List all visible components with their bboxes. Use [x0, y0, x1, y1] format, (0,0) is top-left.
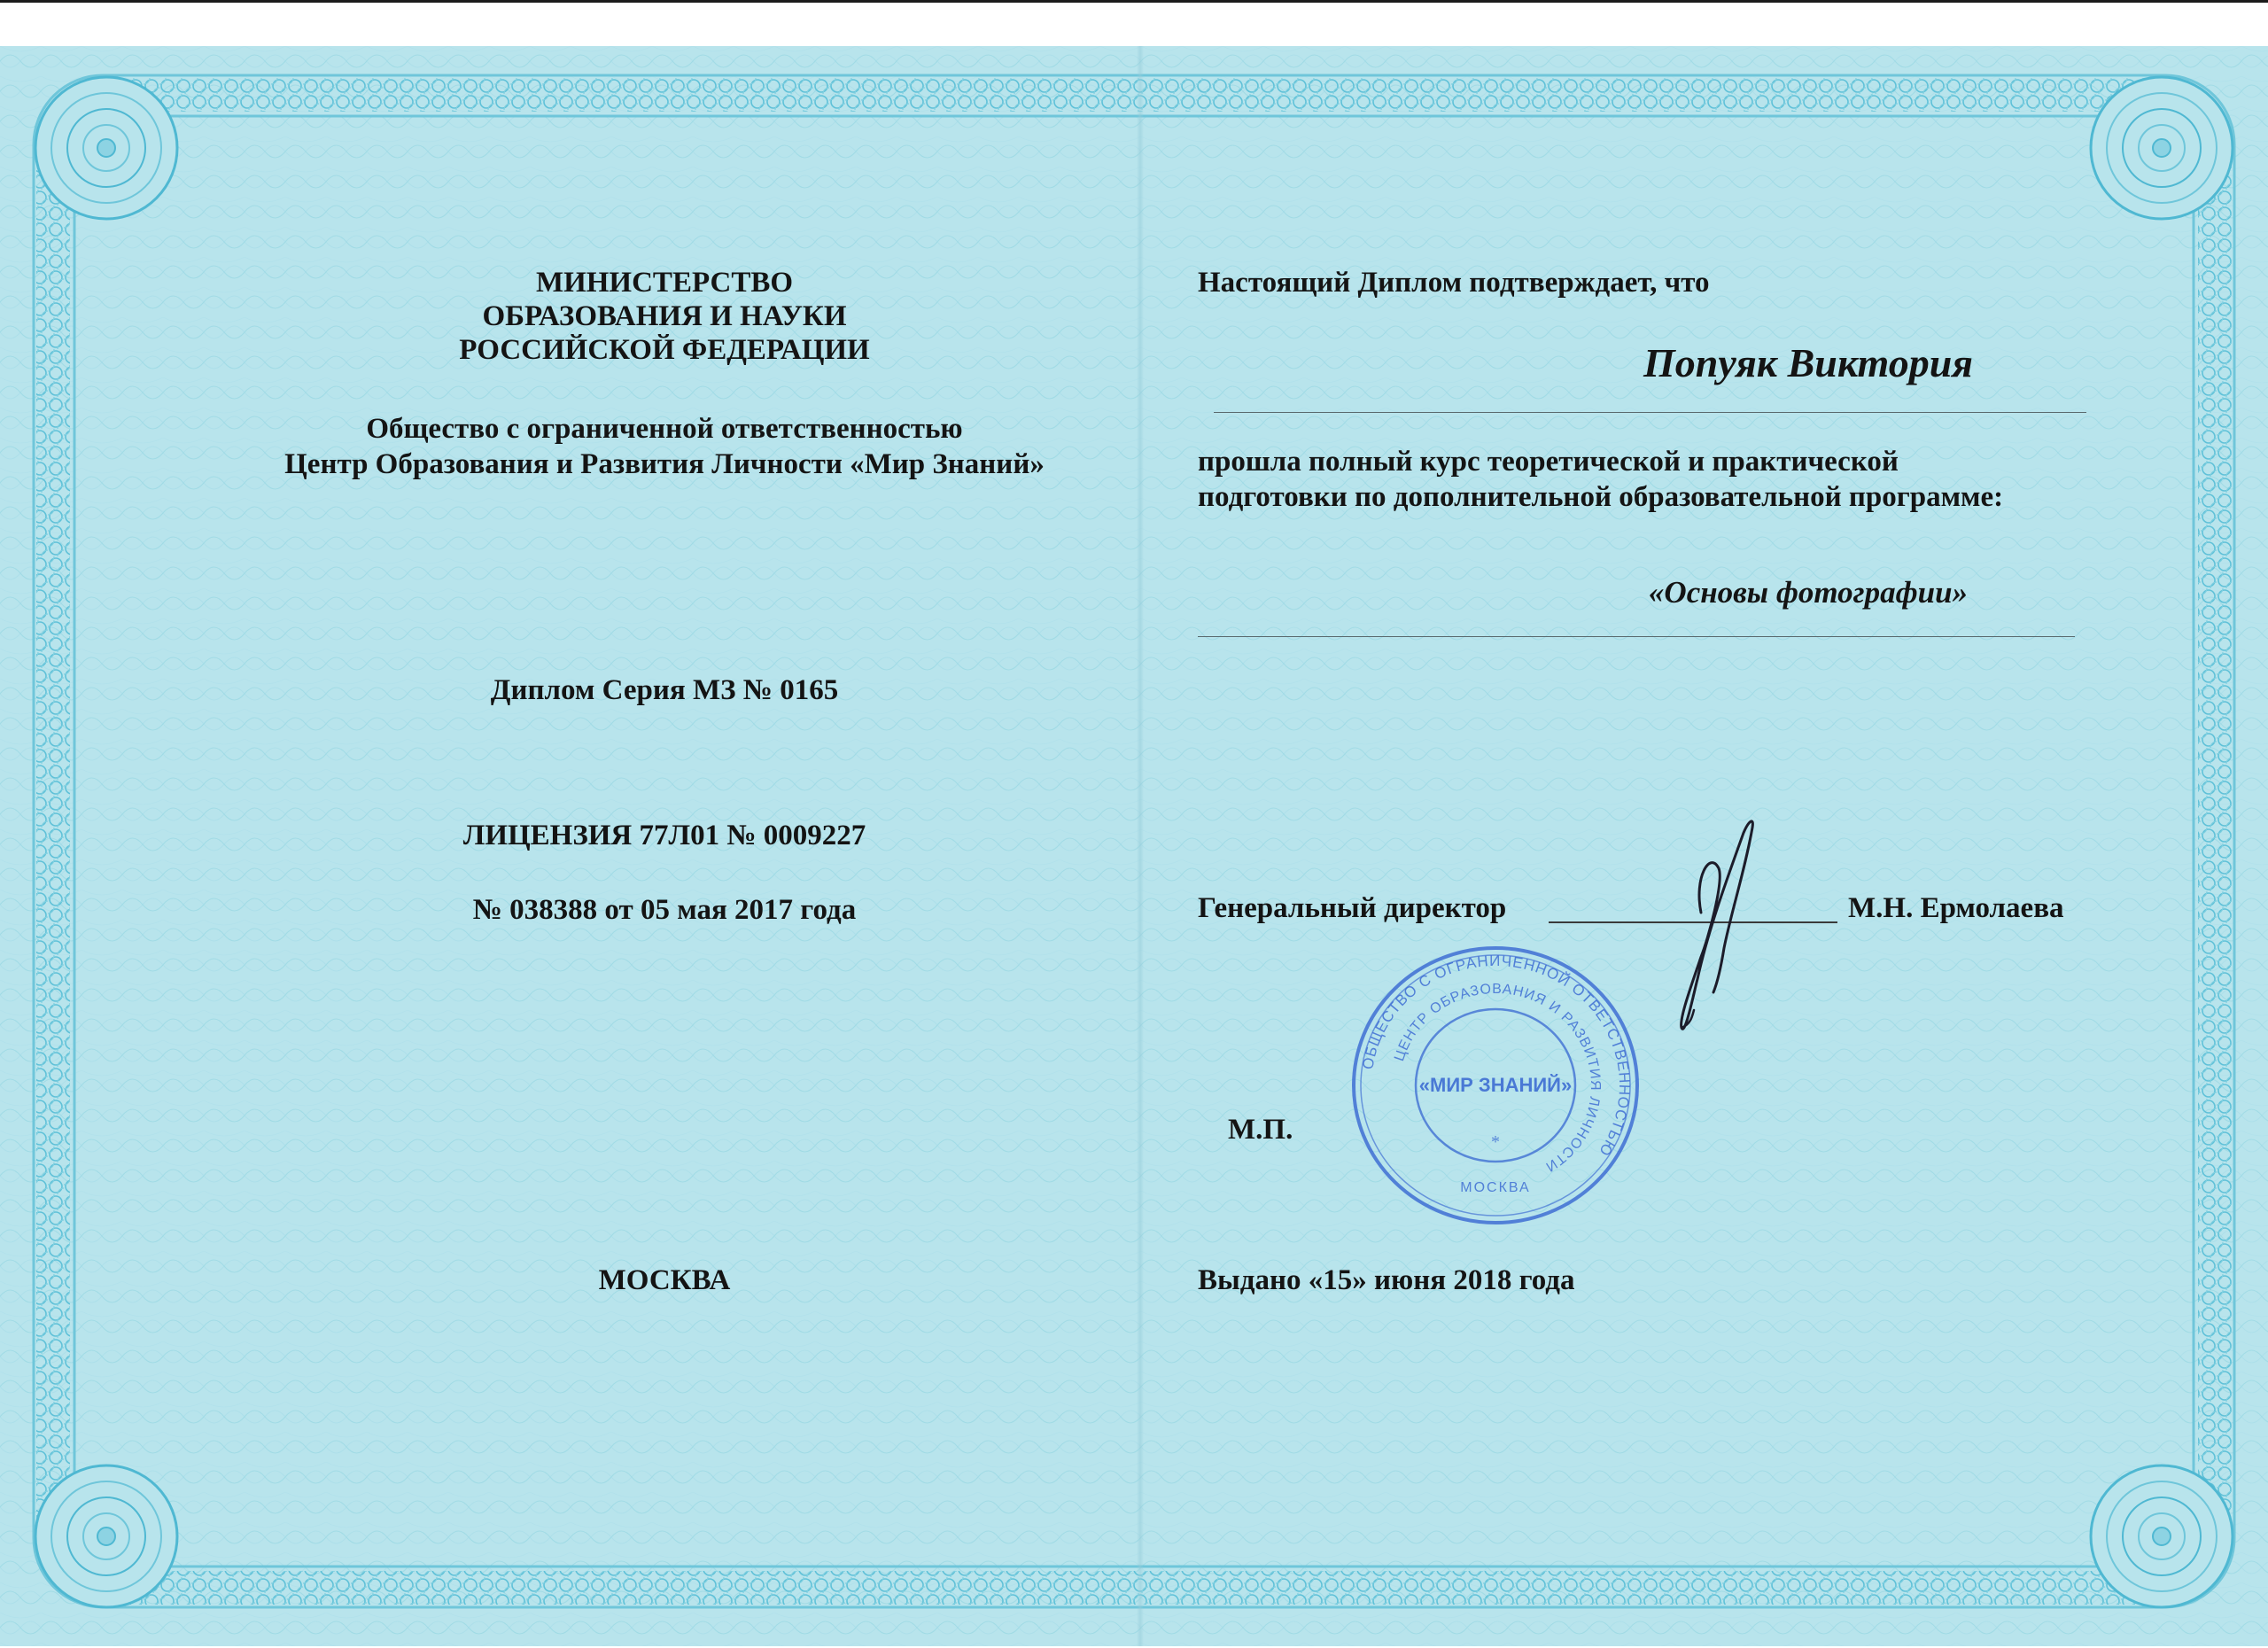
ministry-line-1: МИНИСТЕРСТВО: [535, 267, 794, 299]
city: МОСКВА: [598, 1264, 731, 1296]
scan-edge-line: [0, 0, 2268, 3]
diploma-series: Диплом Серия МЗ № 0165: [490, 674, 839, 706]
round-seal-stamp: [1345, 939, 1646, 1232]
course-line-2: подготовки по дополнительной образовательной программе:: [1198, 481, 2004, 513]
ministry-line-2: ОБРАЗОВАНИЯ И НАУКИ: [482, 300, 847, 332]
license-line: ЛИЦЕНЗИЯ 77Л01 № 0009227: [462, 820, 866, 851]
stamp-inner-text: ЦЕНТР ОБРАЗОВАНИЯ И РАЗВИТИЯ ЛИЧНОСТИ: [1392, 981, 1604, 1175]
handwritten-signature: [1639, 815, 1763, 1046]
stamp-center-text: «МИР ЗНАНИЙ»: [1418, 1074, 1573, 1096]
ministry-line-3: РОССИЙСКОЙ ФЕДЕРАЦИИ: [459, 334, 870, 366]
center-fold: [1137, 46, 1144, 1646]
stamp-city-text: МОСКВА: [1460, 1180, 1531, 1195]
org-name-line: Центр Образования и Развития Личности «Мир Знаний»: [284, 448, 1045, 480]
intro-text: Настоящий Диплом подтверждает, что: [1198, 267, 1710, 299]
director-name: М.Н. Ермолаева: [1848, 892, 2064, 924]
issue-date: Выдано «15» июня 2018 года: [1198, 1264, 1575, 1296]
course-line-1: прошла полный курс теоретической и практической: [1198, 446, 1899, 478]
program-name: «Основы фотографии»: [1648, 575, 1969, 610]
recipient-name: Попуяк Виктория: [1643, 340, 1974, 385]
stamp-outer-text: ОБЩЕСТВО С ОГРАНИЧЕННОЙ ОТВЕТСТВЕННОСТЬЮ: [1359, 952, 1634, 1160]
seal-place-label: М.П.: [1228, 1114, 1293, 1146]
recipient-name-underline: [1214, 412, 2086, 413]
director-title: Генеральный директор: [1198, 892, 1507, 924]
program-name-underline: [1198, 636, 2075, 637]
license-number-line: № 038388 от 05 мая 2017 года: [472, 894, 857, 926]
org-type-line: Общество с ограниченной ответственностью: [366, 413, 963, 445]
stamp-star-icon: *: [1491, 1132, 1500, 1152]
